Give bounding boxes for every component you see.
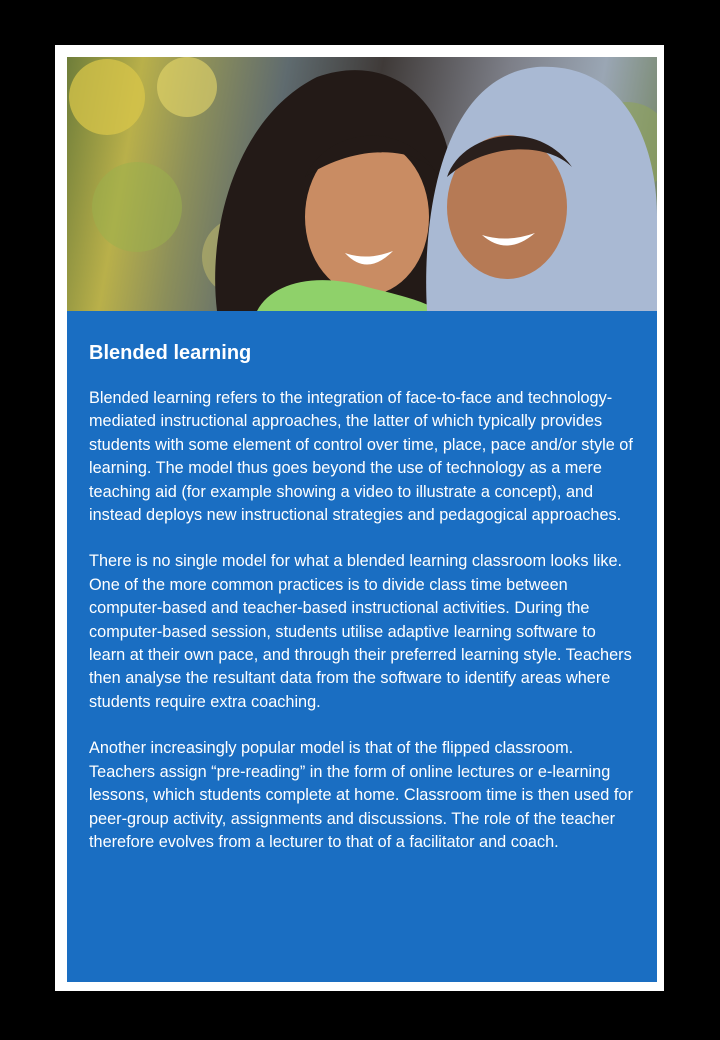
header-photo xyxy=(67,57,657,311)
paragraph-definition: Blended learning refers to the integration of face-to-face and technology-mediated instructional approaches, the latter of which typically provides students with some element of control over time, place, pace and/or style of learning. The model thus goes beyond the use of technology as a mere teaching aid (for example showing a video to illustrate a concept), and instead deploys new instructional strategies and pedagogical approaches. xyxy=(89,389,633,525)
photo-illustration xyxy=(67,57,657,311)
blended-learning-panel xyxy=(67,311,657,982)
paragraph-classroom-model: There is no single model for what a blended learning classroom looks like. One of the more common practices is to divide class time between computer-based and teacher-based instructional activities. During the computer-based session, students utilise adaptive learning software to learn at their own pace, and through their preferred learning style. Teachers then analyse the resultant data from the software to identify areas where students require extra coaching. xyxy=(89,552,632,711)
paragraph-flipped-classroom: Another increasingly popular model is that of the flipped classroom. Teachers assign “pre-reading” in the form of online lectures or e-learning lessons, which students complete at home. Classroom time is then used for peer-group activity, assignments and discussions. The role of the teacher therefore evolves from a lecturer to that of a facilitator and coach. xyxy=(89,739,633,851)
section-title: Blended learning xyxy=(89,342,252,364)
